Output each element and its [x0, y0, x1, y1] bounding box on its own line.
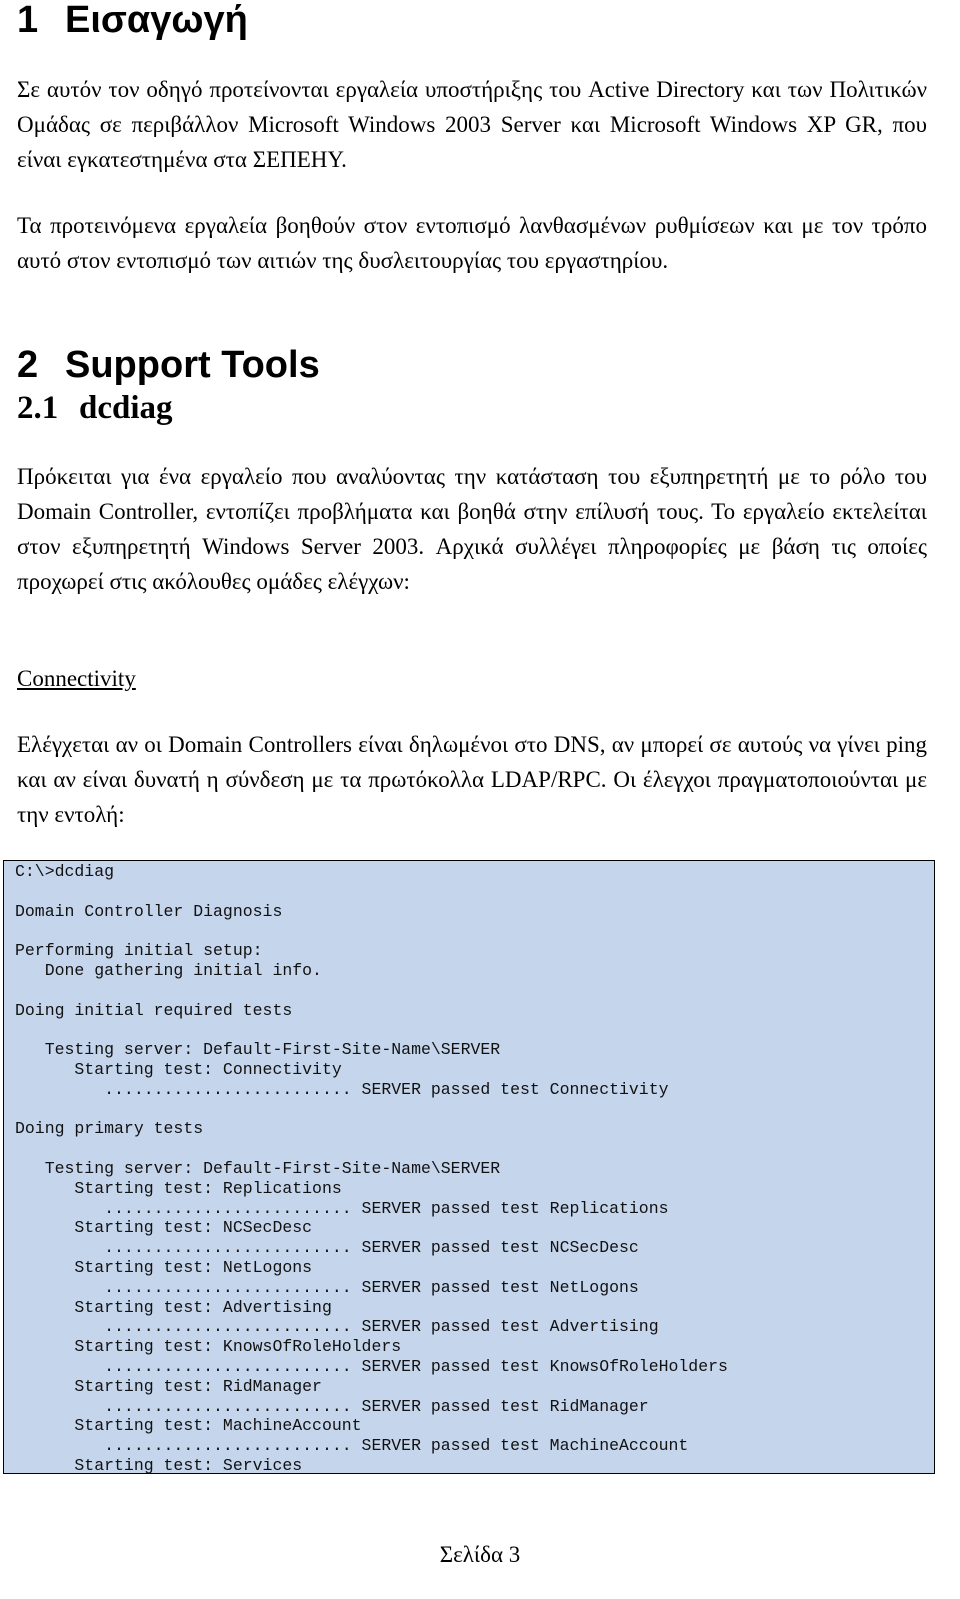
section-2-title: Support Tools [65, 344, 320, 386]
intro-paragraph-2: Τα προτεινόμενα εργαλεία βοηθούν στον εντοπισμό λανθασμένων ρυθμίσεων και με τον τρόπο αυτό στον εντοπισμό των αιτιών της δυσλειτουργίας του εργαστηρίου. [17, 213, 927, 273]
code-line: ......................... SERVER passed test NetLogons [15, 1277, 639, 1297]
code-line: Starting test: Services [15, 1455, 303, 1474]
code-line: Starting test: KnowsOfRoleHolders [15, 1337, 402, 1357]
code-line: ......................... SERVER passed test NCSecDesc [15, 1238, 639, 1258]
code-line: Doing initial required tests [15, 1000, 293, 1020]
section-1-number: 1 [17, 0, 39, 41]
code-line: Starting test: NetLogons [15, 1257, 313, 1277]
code-line: Starting test: RidManager [15, 1376, 322, 1396]
code-line: ......................... SERVER passed test Advertising [15, 1317, 659, 1337]
code-line: ......................... SERVER passed test RidManager [15, 1396, 649, 1416]
section-2-1-heading [17, 388, 173, 428]
code-line: Doing primary tests [15, 1119, 204, 1139]
code-line: Starting test: Advertising [15, 1297, 332, 1317]
section-1-heading [17, 0, 248, 42]
connectivity-heading: Connectivity [17, 666, 136, 691]
code-line [15, 981, 924, 1001]
code-line: ......................... SERVER passed test Connectivity [15, 1079, 669, 1099]
code-line: Domain Controller Diagnosis [15, 901, 283, 921]
code-line [15, 1139, 924, 1159]
code-line: Done gathering initial info. [15, 960, 322, 980]
code-line: ......................... SERVER passed test KnowsOfRoleHolders [15, 1356, 728, 1376]
connectivity-paragraph: Ελέγχεται αν οι Domain Controllers είναι δηλωμένοι στο DNS, αν μπορεί σε αυτούς να γίνει ping και αν είναι δυνατή η σύνδεση με τα πρωτόκολλα LDAP/RPC. Οι έλεγχοι πραγματοποιούνται με την εντολή: [17, 732, 927, 827]
code-line [15, 882, 924, 902]
page-footer: Σελίδα 3 [439, 1542, 521, 1567]
dcdiag-output-code-block [3, 860, 935, 1474]
dcdiag-intro-paragraph: Πρόκειται για ένα εργαλείο που αναλύοντας την κατάσταση του εξυπηρετητή με το ρόλο του Domain Controller, εντοπίζει προβλήματα και βοηθά στην επίλυσή τους. Το εργαλείο εκτελείται στον εξυπηρετητή Windows Server 2003. Αρχικά συλλέγει πληροφορίες με βάση τις οποίες προχωρεί στις ακόλουθες ομάδες ελέγχων: [17, 464, 927, 594]
code-line: Starting test: Replications [15, 1178, 342, 1198]
code-line: Performing initial setup: [15, 941, 263, 961]
code-line: C:\>dcdiag [15, 862, 115, 881]
intro-paragraph-1: Σε αυτόν τον οδηγό προτείνονται εργαλεία υποστήριξης του Active Directory και των Πολιτικών Ομάδας σε περιβάλλον Microsoft Windows 2003 Server και Microsoft Windows XP GR, που είναι εγκατεστημένα στα ΣΕΠΕΗΥ. [17, 77, 927, 172]
code-line: Starting test: MachineAccount [15, 1416, 362, 1436]
section-2-1-title: dcdiag [79, 390, 173, 426]
code-line [15, 921, 924, 941]
code-line: ......................... SERVER passed test Replications [15, 1198, 669, 1218]
code-line: ......................... SERVER passed test MachineAccount [15, 1436, 689, 1456]
code-line: Starting test: NCSecDesc [15, 1218, 313, 1238]
section-2-number: 2 [17, 344, 39, 386]
code-line: Testing server: Default-First-Site-Name\SERVER [15, 1158, 501, 1178]
code-line [15, 1100, 924, 1120]
code-line: Testing server: Default-First-Site-Name\SERVER [15, 1040, 501, 1060]
section-2-1-number: 2.1 [17, 390, 59, 426]
code-line: Starting test: Connectivity [15, 1059, 342, 1079]
section-2-heading [17, 343, 320, 387]
section-1-title: Εισαγωγή [65, 0, 248, 41]
code-line [15, 1020, 924, 1040]
